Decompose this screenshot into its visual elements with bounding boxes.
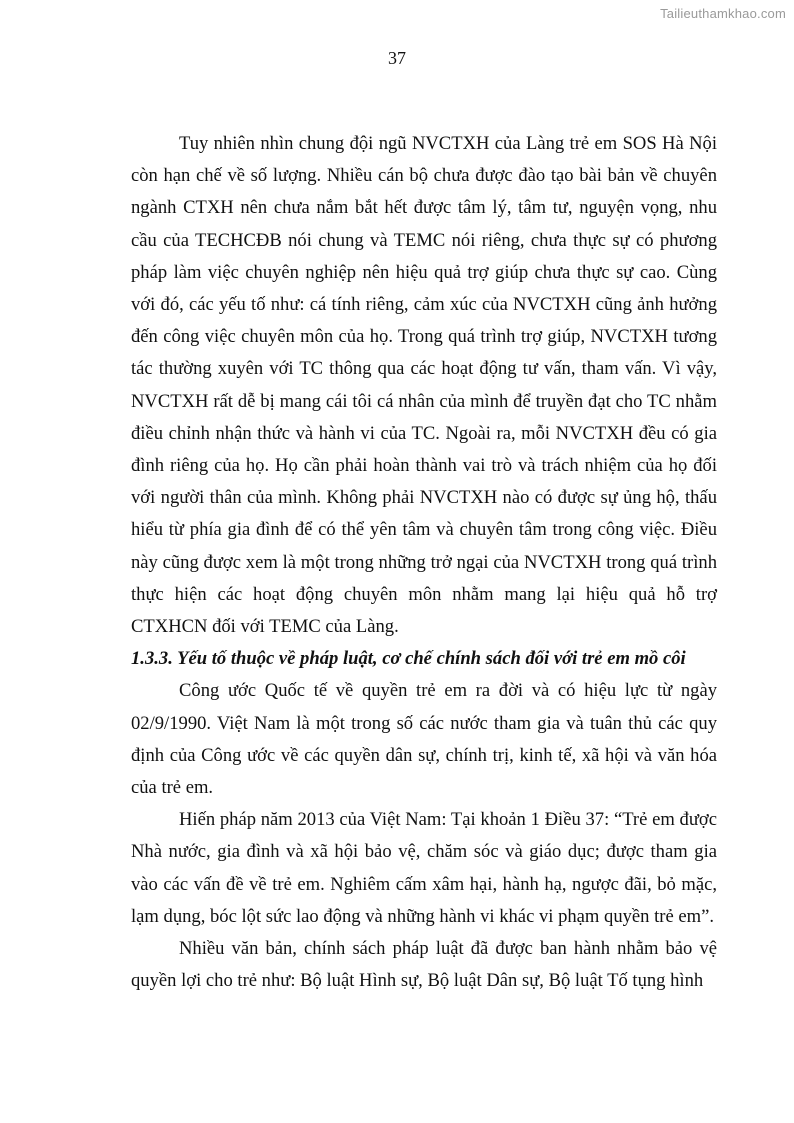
section-heading-1-3-3: 1.3.3. Yếu tố thuộc về pháp luật, cơ chế chính sách đối với trẻ em mồ côi xyxy=(131,648,686,670)
paragraph-staff-limitations: Tuy nhiên nhìn chung đội ngũ NVCTXH của Làng trẻ em SOS Hà Nội còn hạn chế về số lượng. Nhiều cán bộ chưa được đào tạo bài bản về chuyên ngành CTXH nên chưa nắm bắt hết được tâm lý, tâm tư, nguyện vọng, nhu cầu của TECHCĐB nói chung và TEMC nói riêng, chưa thực sự có phương pháp làm việc chuyên nghiệp nên hiệu quả trợ giúp chưa thực sự cao. Cùng với đó, các yếu tố như: cá tính riêng, cảm xúc của NVCTXH cũng ảnh hưởng đến công việc chuyên môn của họ. Trong quá trình trợ giúp, NVCTXH tương tác thường xuyên với TC thông qua các hoạt động tư vấn, tham vấn. Vì vậy, NVCTXH rất dễ bị mang cái tôi cá nhân của mình để truyền đạt cho TC nhằm điều chỉnh nhận thức và hành vi của TC. Ngoài ra, mỗi NVCTXH đều có gia đình riêng của họ. Họ cần phải hoàn thành vai trò và trách nhiệm của họ đối với người thân của mình. Không phải NVCTXH nào có được sự ủng hộ, thấu hiểu từ phía gia đình để có thể yên tâm và chuyên tâm trong công việc. Điều này cũng được xem là một trong những trở ngại của NVCTXH trong quá trình thực hiện các hoạt động chuyên môn nhằm mang lại hiệu quả hỗ trợ CTXHCN đối với TEMC của Làng. xyxy=(131,133,717,638)
page-number: 37 xyxy=(388,48,406,68)
watermark: Tailieuthamkhao.com xyxy=(660,6,786,21)
paragraph-legal-documents: Nhiều văn bản, chính sách pháp luật đã được ban hành nhằm bảo vệ quyền lợi cho trẻ như: Bộ luật Hình sự, Bộ luật Dân sự, Bộ luật Tố tụng hình xyxy=(131,938,717,992)
paragraph-convention: Công ước Quốc tế về quyền trẻ em ra đời và có hiệu lực từ ngày 02/9/1990. Việt Nam là một trong số các nước tham gia và tuân thủ các quy định của Công ước về các quyền dân sự, chính trị, kinh tế, xã hội và văn hóa của trẻ em. xyxy=(131,680,717,799)
paragraph-constitution: Hiến pháp năm 2013 của Việt Nam: Tại khoản 1 Điều 37: “Trẻ em được Nhà nước, gia đình và xã hội bảo vệ, chăm sóc và giáo dục; được tham gia vào các vấn đề về trẻ em. Nghiêm cấm xâm hại, hành hạ, ngược đãi, bỏ mặc, lạm dụng, bóc lột sức lao động và những hành vi khác vi phạm quyền trẻ em”. xyxy=(131,809,717,927)
document-body xyxy=(131,128,717,992)
